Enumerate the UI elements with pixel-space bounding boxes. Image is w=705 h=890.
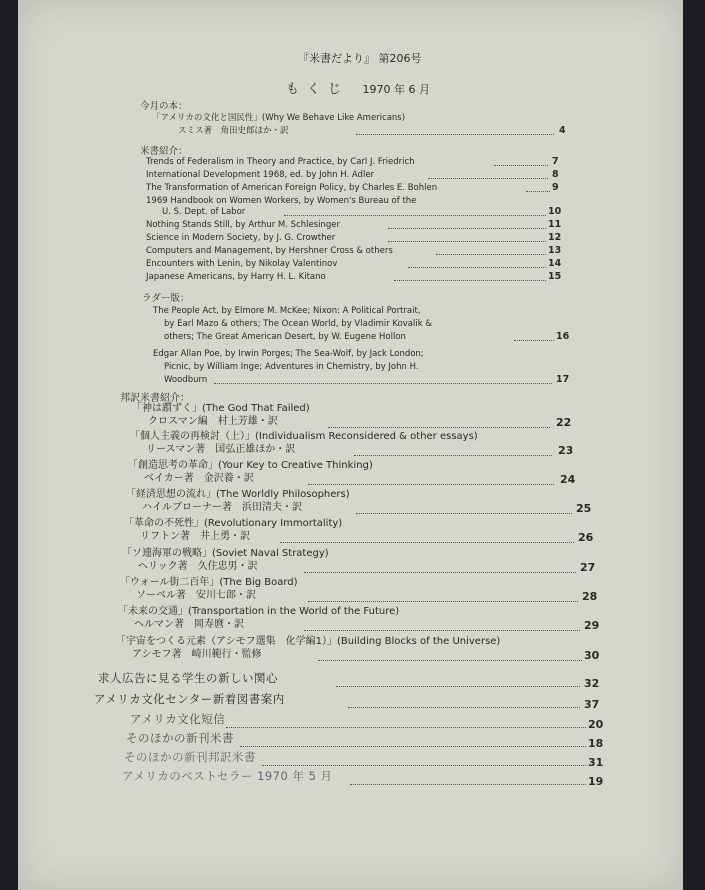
toc-leader [304,630,580,631]
document-page [18,0,683,890]
toc-leader [350,784,586,785]
toc-entry: アメリカ文化短信 [130,712,226,726]
section-heading-ladder: ラダー版： [142,293,190,304]
toc-entry: そのほかの新刊邦訳米書 [124,750,256,764]
toc-leader [214,383,552,384]
review-item: 1969 Handbook on Women Workers, by Women's Bureau of the [146,196,417,206]
page-number: 30 [584,649,600,662]
page-number: 12 [548,232,562,243]
toc-leader [526,191,550,192]
toc-leader [388,241,546,242]
toc-leader [354,455,552,456]
translation-author: ハイルブローナー著 浜田清夫・訳 [142,502,302,513]
toc-leader [304,572,576,573]
toc-leader [408,267,546,268]
page-number: 15 [548,271,562,282]
toc-entry: アメリカのベストセラー 1970 年 5 月 [122,769,333,783]
translation-title: 「ウォール街二百年」(The Big Board) [120,577,298,588]
page-number: 24 [560,473,576,486]
page-number: 26 [578,531,594,544]
toc-leader [356,513,572,514]
translation-author: ヘリック著 久住忠男・訳 [138,561,258,572]
toc-leader [280,542,574,543]
toc-leader [428,178,548,179]
page-number: 29 [584,619,600,632]
page-number: 32 [584,677,600,690]
toc-leader [394,280,546,281]
review-item: Encounters with Lenin, by Nikolay Valentinov [146,259,338,269]
book-of-month-author: スミス著 角田史郎ほか・訳 [178,126,289,136]
toc-heading [286,78,430,97]
translation-author: ソーベル著 安川七郎・訳 [136,590,256,601]
translation-author: アシモフ著 崎川範行・監修 [132,649,262,660]
ladder-text-line: Picnic, by William Inge; Adventures in Chemistry, by John H. [164,362,419,372]
toc-entry: そのほかの新刊米書 [126,731,234,745]
ladder-text-line: Woodburn [164,375,208,385]
toc-leader [308,601,578,602]
mokuji-label: もくじ [286,82,350,97]
review-item: Science in Modern Society, by J. G. Crowther [146,233,336,243]
toc-leader [348,707,580,708]
translation-author: ベイカー著 金沢養・訳 [144,473,254,484]
page-number: 19 [588,775,604,788]
page-number: 8 [552,169,559,180]
section-heading-book-reviews: 米書紹介： [140,146,188,157]
translation-title: 「革命の不死性」(Revolutionary Immortality) [124,518,343,529]
translation-title: 「ソ連海軍の戦略」(Soviet Naval Strategy) [122,548,329,559]
review-item: Nothing Stands Still, by Arthur M. Schlesinger [146,220,341,230]
page-number: 18 [588,737,604,750]
toc-entry: アメリカ文化センター新着図書案内 [94,692,285,706]
translation-title: 「未来の交通」(Transportation in the World of the Future) [118,606,400,617]
ladder-text-line: Edgar Allan Poe, by Irwin Porges; The Sea-Wolf, by Jack London; [153,349,424,359]
translation-author: リフトン著 井上勇・訳 [140,531,250,542]
toc-leader [318,660,582,661]
page-number: 16 [556,331,570,342]
page-number: 9 [552,182,559,193]
translation-title: 「創造思考の革命」(Your Key to Creative Thinking) [128,460,373,471]
page-number: 7 [552,156,559,167]
page-number: 22 [556,416,572,429]
toc-leader [328,427,550,428]
page-number: 28 [582,590,598,603]
page-number: 14 [548,258,562,269]
page-number: 13 [548,245,562,256]
toc-leader [226,727,586,728]
translation-author: クロスマン編 村上芳雄・訳 [148,416,278,427]
review-item: Computers and Management, by Hershner Cross & others [146,246,393,256]
newsletter-title: 『米書だより』 第206号 [298,52,422,65]
review-item: Trends of Federalism in Theory and Practice, by Carl J. Friedrich [146,157,415,167]
page-number: 27 [580,561,596,574]
review-item: International Development 1968, ed. by John H. Adler [146,170,375,180]
toc-leader [356,134,554,135]
review-item: The Transformation of American Foreign Policy, by Charles E. Bohlen [146,183,438,193]
review-item-continued: U. S. Dept. of Labor [162,207,246,217]
section-heading-book-of-month: 今月の本： [140,101,188,112]
translation-title: 「宇宙をつくる元素（アシモフ選集 化学編1）」(Building Blocks of the Universe) [116,636,501,647]
translation-author: リースマン著 国弘正雄ほか・訳 [146,444,296,455]
review-item: Japanese Americans, by Harry H. L. Kitano [146,272,326,282]
page-number: 23 [558,444,574,457]
toc-leader [240,746,586,747]
toc-leader [262,765,586,766]
issue-date: 1970 年 6 月 [362,83,430,96]
toc-leader [436,254,546,255]
page-number: 17 [556,374,570,385]
toc-entry: 求人広告に見る学生の新しい関心 [98,671,278,685]
ladder-text-line: others; The Great American Desert, by W. Eugene Hollon [164,332,406,342]
toc-leader [388,228,546,229]
page-number: 10 [548,206,562,217]
toc-leader [284,215,546,216]
book-of-month-title: 「アメリカの文化と国民性」(Why We Behave Like Americans) [152,113,406,123]
page-number: 4 [559,125,566,136]
translation-title: 「個人主義の再検討（上）」(Individualism Reconsidered & other essays) [130,431,478,442]
page-number: 11 [548,219,562,230]
page-number: 25 [576,502,592,515]
toc-leader [336,686,580,687]
translation-title: 「神は躓ずく」(The God That Failed) [132,403,310,414]
toc-leader [514,340,554,341]
ladder-text-line: by Earl Mazo & others; The Ocean World, by Vladimir Kovalik & [164,319,432,329]
toc-leader [308,484,554,485]
page-number: 37 [584,698,600,711]
toc-leader [494,165,548,166]
ladder-text-line: The People Act, by Elmore M. McKee; Nixon: A Political Portrait, [153,306,421,316]
translation-title: 「経済思想の流れ」(The Worldly Philosophers) [126,489,350,500]
section-heading-translations: 邦訳米書紹介： [120,393,190,404]
page-number: 31 [588,756,604,769]
translation-author: ヘルマン著 岡寿麿・訳 [134,619,244,630]
page-number: 20 [588,718,604,731]
